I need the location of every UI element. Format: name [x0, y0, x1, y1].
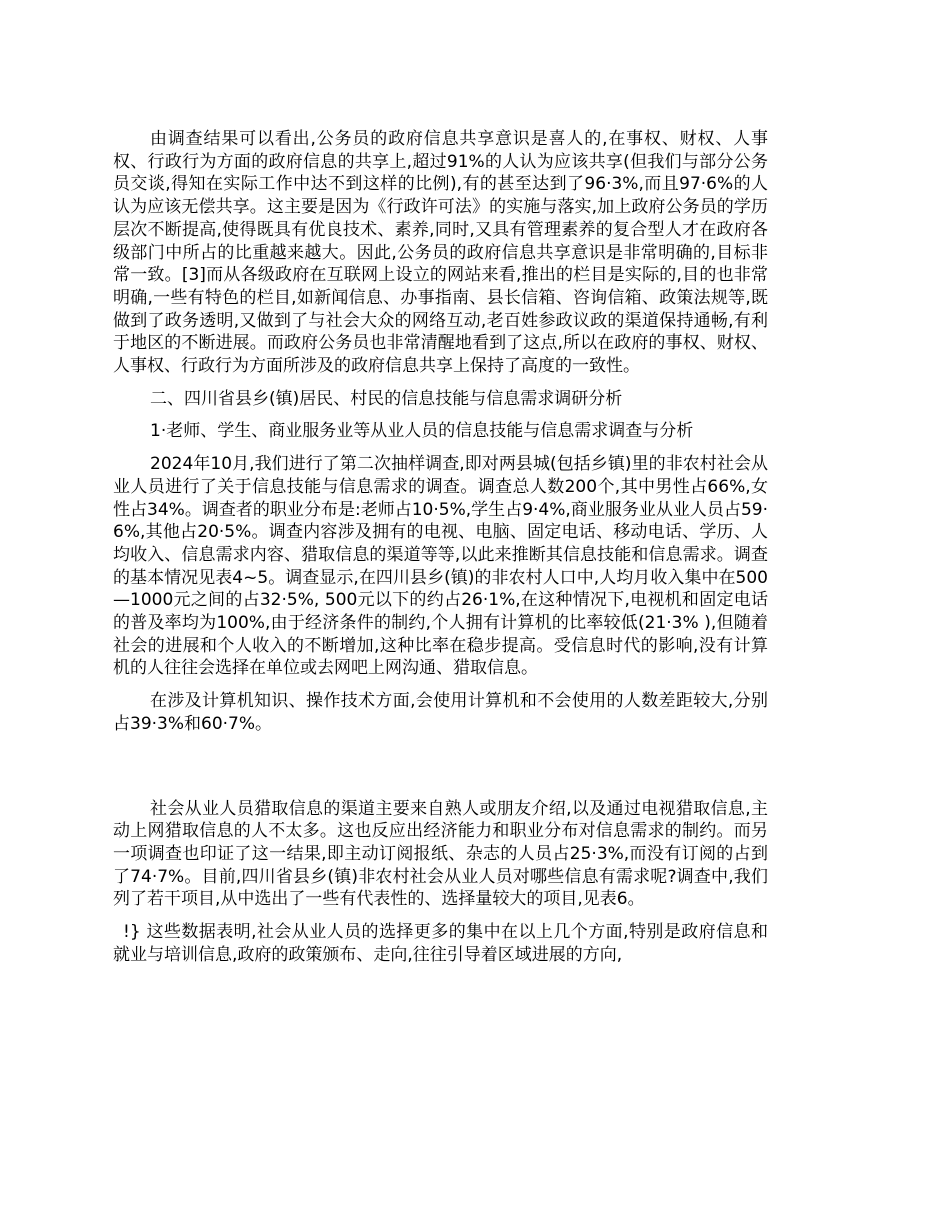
paragraph-survey-2024: 2024年10月,我们进行了第二次抽样调查,即对两县城(包括乡镇)里的非农村社会从业人员进行了关于信息技能与信息需求的调查。调查总人数200个,其中男性占66%,女性占34%。调查者的职业分布是:老师占10·5%,学生占9·4%,商业服务业从业人员占59·6%,其他占20·5%。调查内容涉及拥有的电视、电脑、固定电话、移动电话、学历、人均收入、信息需求内容、猎取信息的渠道等等,以此来推断其信息技能和信息需求。调查的基本情况见表4~5。调查显示,在四川县乡(镇)的非农村人口中,人均月收入集中在500—1000元之间的占32·5%, 500元以下的约占26·1%,在这种情况下,电视机和固定电话的普及率均为100%,由于经济条件的制约,个人拥有计算机的比率较低(21·3% ),但随着社会的进展和个人收入的不断增加,这种比率在稳步提高。受信息时代的影响,没有计算机的人往往会选择在单位或去网吧上网沟通、猎取信息。 [113, 454, 768, 679]
paragraph-computer-skills: 在涉及计算机知识、操作技术方面,会使用计算机和不会使用的人数差距较大,分别占39·3%和60·7%。 [113, 691, 768, 734]
paragraph-data-indicates: !} 这些数据表明,社会从业人员的选择更多的集中在以上几个方面,特别是政府信息和就业与培训信息,政府的政策颁布、走向,往往引导着区域进展的方向, [113, 922, 768, 965]
document-body [113, 128, 768, 977]
subsection-heading-1: 1·老师、学生、商业服务业等从业人员的信息技能与信息需求调查与分析 [150, 421, 694, 442]
paragraph-info-channels: 社会从业人员猎取信息的渠道主要来自熟人或朋友介绍,以及通过电视猎取信息,主动上网猎取信息的人不太多。这也反应出经济能力和职业分布对信息需求的制约。而另一项调查也印证了这一结果,即主动订阅报纸、杂志的人员占25·3%,而没有订阅的占到了74·7%。目前,四川省县乡(镇)非农村社会从业人员对哪些信息有需求呢?调查中,我们列了若干项目,从中选出了一些有代表性的、选择量较大的项目,见表6。 [113, 798, 768, 910]
blank-space [113, 746, 768, 798]
section-heading-2: 二、四川省县乡(镇)居民、村民的信息技能与信息需求调研分析 [150, 388, 623, 409]
paragraph-civil-servant-sharing: 由调查结果可以看出,公务员的政府信息共享意识是喜人的,在事权、财权、人事权、行政行为方面的政府信息的共享上,超过91%的人认为应该共享(但我们与部分公务员交谈,得知在实际工作中达不到这样的比例),有的甚至达到了96·3%,而且97·6%的人认为应该无偿共享。这主要是因为《行政许可法》的实施与落实,加上政府公务员的学历层次不断提高,使得既具有优良技术、素养,同时,又具有管理素养的复合型人才在政府各级部门中所占的比重越来越大。因此,公务员的政府信息共享意识是非常明确的,目标非常一致。[3]而从各级政府在互联网上设立的网站来看,推出的栏目是实际的,目的也非常明确,一些有特色的栏目,如新闻信息、办事指南、县长信箱、咨询信箱、政策法规等,既做到了政务透明,又做到了与社会大众的网络互动,老百姓参政议政的渠道保持通畅,有利于地区的不断进展。而政府公务员也非常清醒地看到了这点,所以在政府的事权、财权、人事权、行政行为方面所涉及的政府信息共享上保持了高度的一致性。 [113, 129, 768, 377]
